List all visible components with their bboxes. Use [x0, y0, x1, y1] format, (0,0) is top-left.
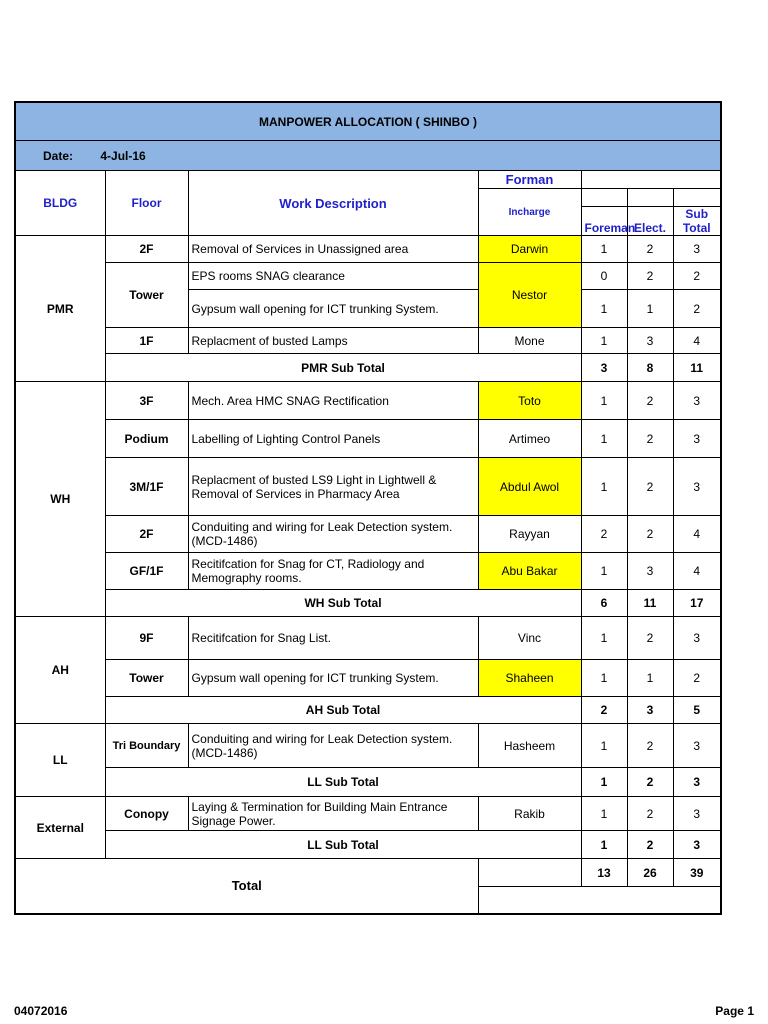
date-row — [15, 141, 721, 171]
header-blank — [627, 189, 673, 207]
incharge-cell: Abdul Awol — [478, 458, 581, 516]
floor-cell: Tri Boundary — [105, 724, 188, 768]
work-description: Conduiting and wiring for Leak Detection system. (MCD-1486) — [188, 516, 478, 553]
foreman-subtotal: 2 — [581, 697, 627, 724]
floor-cell: 3M/1F — [105, 458, 188, 516]
subtotal-total: 17 — [673, 590, 721, 617]
floor-cell: 1F — [105, 328, 188, 354]
manpower-table — [14, 101, 722, 915]
elect-count: 2 — [627, 516, 673, 553]
subtotal-count: 2 — [673, 660, 721, 697]
ah-subtotal-label: AH Sub Total — [105, 697, 581, 724]
incharge-cell: Nestor — [478, 263, 581, 328]
header-bldg: BLDG — [15, 171, 105, 236]
incharge-cell: Hasheem — [478, 724, 581, 768]
work-description: Removal of Services in Unassigned area — [188, 236, 478, 263]
subtotal-count: 3 — [673, 724, 721, 768]
foreman-count: 1 — [581, 290, 627, 328]
elect-subtotal: 2 — [627, 831, 673, 859]
incharge-cell: Artimeo — [478, 420, 581, 458]
foreman-count: 1 — [581, 724, 627, 768]
foreman-count: 1 — [581, 660, 627, 697]
work-description: EPS rooms SNAG clearance — [188, 263, 478, 290]
subtotal-count: 3 — [673, 458, 721, 516]
incharge-cell: Rayyan — [478, 516, 581, 553]
subtotal-total: 5 — [673, 697, 721, 724]
elect-subtotal: 3 — [627, 697, 673, 724]
grand-total-label: Total — [15, 859, 478, 914]
foreman-count: 1 — [581, 553, 627, 590]
bldg-ll: LL — [15, 724, 105, 797]
subtotal-count: 3 — [673, 236, 721, 263]
subtotal-count: 3 — [673, 617, 721, 660]
floor-cell: 2F — [105, 516, 188, 553]
date-label: Date: — [43, 148, 74, 163]
ll-subtotal-label: LL Sub Total — [105, 768, 581, 797]
elect-count: 2 — [627, 236, 673, 263]
work-description: Gypsum wall opening for ICT trunking System. — [188, 660, 478, 697]
bldg-external: External — [15, 797, 105, 859]
foreman-count: 0 — [581, 263, 627, 290]
elect-subtotal: 2 — [627, 768, 673, 797]
elect-count: 2 — [627, 617, 673, 660]
foreman-subtotal: 6 — [581, 590, 627, 617]
bldg-wh: WH — [15, 382, 105, 617]
subtotal-count: 2 — [673, 290, 721, 328]
elect-count: 2 — [627, 263, 673, 290]
foreman-count: 1 — [581, 236, 627, 263]
work-description: Labelling of Lighting Control Panels — [188, 420, 478, 458]
work-description: Laying & Termination for Building Main Entrance Signage Power. — [188, 797, 478, 831]
subtotal-count: 4 — [673, 328, 721, 354]
elect-count: 2 — [627, 797, 673, 831]
incharge-cell: Rakib — [478, 797, 581, 831]
footer-page-number: Page 1 — [715, 1004, 754, 1018]
work-description: Recitifcation for Snag List. — [188, 617, 478, 660]
grand-sub-total: 39 — [673, 859, 721, 887]
foreman-count: 1 — [581, 458, 627, 516]
incharge-cell: Mone — [478, 328, 581, 354]
floor-cell: GF/1F — [105, 553, 188, 590]
work-description: Replacment of busted LS9 Light in Lightwell & Removal of Services in Pharmacy Area — [188, 458, 478, 516]
grand-total-blank — [478, 859, 581, 887]
subtotal-total: 3 — [673, 768, 721, 797]
work-description: Gypsum wall opening for ICT trunking System. — [188, 290, 478, 328]
grand-elect-total: 26 — [627, 859, 673, 887]
subtotal-count: 4 — [673, 516, 721, 553]
floor-cell: Podium — [105, 420, 188, 458]
elect-count: 2 — [627, 382, 673, 420]
subtotal-count: 3 — [673, 382, 721, 420]
work-description: Replacment of busted Lamps — [188, 328, 478, 354]
header-subtotal: Sub Total — [673, 207, 721, 236]
foreman-subtotal: 3 — [581, 354, 627, 382]
incharge-cell: Toto — [478, 382, 581, 420]
work-description: Conduiting and wiring for Leak Detection system. (MCD-1486) — [188, 724, 478, 768]
incharge-cell: Vinc — [478, 617, 581, 660]
elect-count: 2 — [627, 420, 673, 458]
bldg-pmr: PMR — [15, 236, 105, 382]
subtotal-total: 11 — [673, 354, 721, 382]
foreman-count: 1 — [581, 420, 627, 458]
work-description: Recitifcation for Snag for CT, Radiology and Memography rooms. — [188, 553, 478, 590]
elect-subtotal: 8 — [627, 354, 673, 382]
elect-count: 3 — [627, 553, 673, 590]
floor-cell: 3F — [105, 382, 188, 420]
incharge-cell: Darwin — [478, 236, 581, 263]
subtotal-count: 4 — [673, 553, 721, 590]
subtotal-count: 3 — [673, 420, 721, 458]
header-work-description: Work Description — [188, 171, 478, 236]
header-blank — [581, 171, 721, 189]
grand-foreman-total: 13 — [581, 859, 627, 887]
floor-cell: 9F — [105, 617, 188, 660]
foreman-count: 2 — [581, 516, 627, 553]
header-incharge: Incharge — [478, 189, 581, 236]
foreman-subtotal: 1 — [581, 768, 627, 797]
pmr-subtotal-label: PMR Sub Total — [105, 354, 581, 382]
foreman-count: 1 — [581, 328, 627, 354]
header-floor: Floor — [105, 171, 188, 236]
header-blank — [673, 189, 721, 207]
elect-count: 1 — [627, 660, 673, 697]
foreman-count: 1 — [581, 797, 627, 831]
header-forman: Forman — [478, 171, 581, 189]
incharge-cell: Shaheen — [478, 660, 581, 697]
foreman-subtotal: 1 — [581, 831, 627, 859]
elect-count: 2 — [627, 724, 673, 768]
floor-cell: Conopy — [105, 797, 188, 831]
date-value: 4-Jul-16 — [100, 148, 146, 163]
elect-subtotal: 11 — [627, 590, 673, 617]
header-foreman: Foreman — [581, 207, 627, 236]
sheet-title: MANPOWER ALLOCATION ( SHINBO ) — [15, 102, 721, 141]
bldg-ah: AH — [15, 617, 105, 724]
subtotal-total: 3 — [673, 831, 721, 859]
elect-count: 1 — [627, 290, 673, 328]
grand-total-blank — [478, 887, 721, 914]
floor-cell: Tower — [105, 263, 188, 328]
subtotal-count: 3 — [673, 797, 721, 831]
foreman-count: 1 — [581, 617, 627, 660]
foreman-count: 1 — [581, 382, 627, 420]
subtotal-count: 2 — [673, 263, 721, 290]
elect-count: 2 — [627, 458, 673, 516]
floor-cell: 2F — [105, 236, 188, 263]
external-subtotal-label: LL Sub Total — [105, 831, 581, 859]
footer-doc-code: 04072016 — [14, 1004, 68, 1018]
work-description: Mech. Area HMC SNAG Rectification — [188, 382, 478, 420]
header-elect: Elect. — [627, 207, 673, 236]
wh-subtotal-label: WH Sub Total — [105, 590, 581, 617]
header-blank — [581, 189, 627, 207]
floor-cell: Tower — [105, 660, 188, 697]
elect-count: 3 — [627, 328, 673, 354]
incharge-cell: Abu Bakar — [478, 553, 581, 590]
